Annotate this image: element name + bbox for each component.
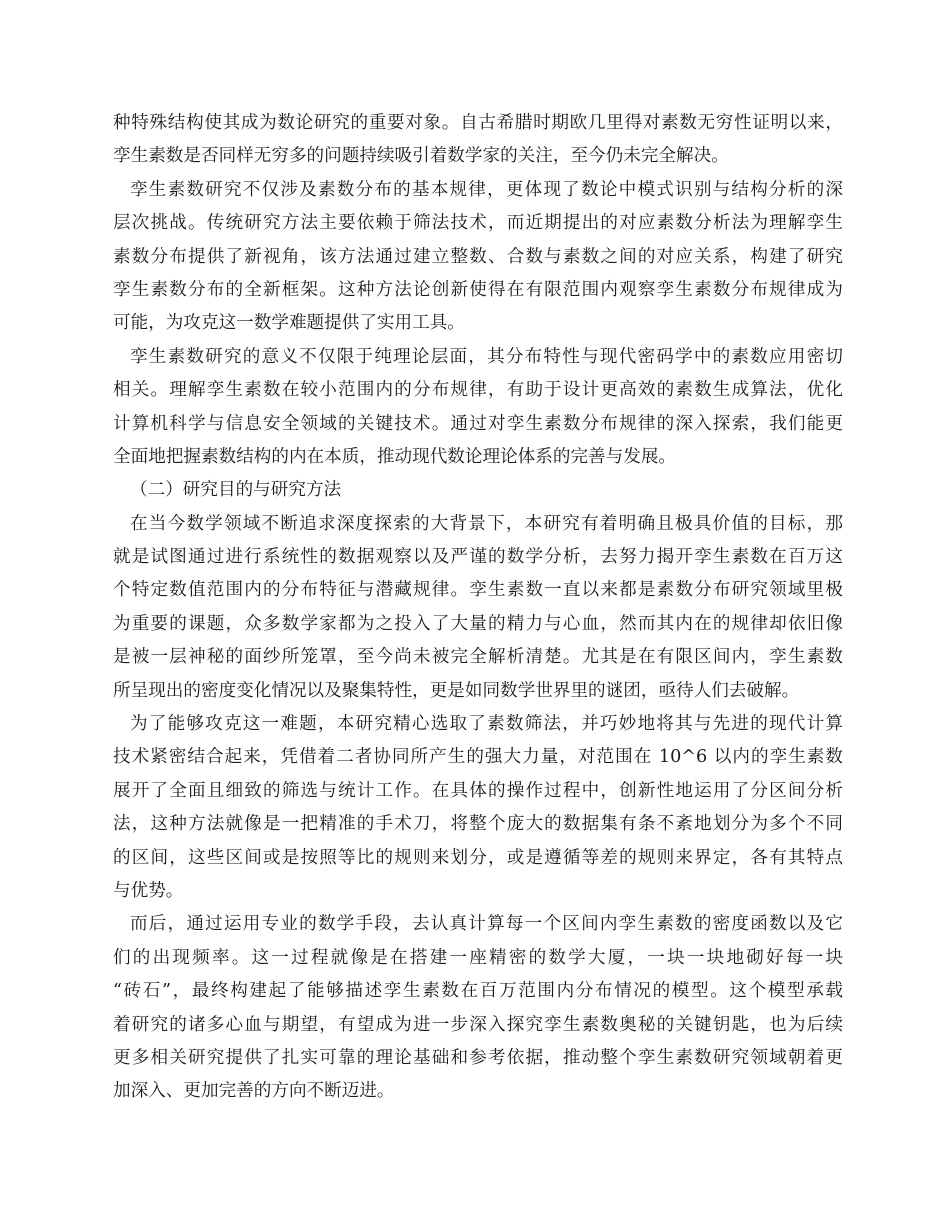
text-line: 计算机科学与信息安全领域的关键技术。通过对孪生素数分布规律的深入探索，我们能更: [113, 413, 843, 434]
text-line: 为重要的课题，众多数学家都为之投入了大量的精力与心血，然而其内在的规律却依旧像: [113, 613, 843, 634]
text-line: 可能，为攻克这一数学难题提供了实用工具。: [113, 313, 465, 334]
paragraph: [113, 708, 843, 908]
paragraph: [113, 908, 843, 1108]
text-line: 全面地把握素数结构的内在本质，推动现代数论理论体系的完善与发展。: [113, 446, 677, 467]
document-body: [113, 107, 843, 1109]
text-line: 层次挑战。传统研究方法主要依赖于筛法技术，而近期提出的对应素数分析法为理解孪生: [113, 213, 843, 234]
text-line: 在当今数学领域不断追求深度探索的大背景下，本研究有着明确且极具价值的目标，那: [130, 513, 843, 534]
text-line: 着研究的诸多心血与期望，有望成为进一步深入探究孪生素数奥秘的关键钥匙，也为后续: [113, 1014, 843, 1035]
text-line: 种特殊结构使其成为数论研究的重要对象。自古希腊时期欧几里得对素数无穷性证明以来，: [113, 113, 843, 133]
text-line: 而后，通过运用专业的数学手段，去认真计算每一个区间内孪生素数的密度函数以及它: [130, 914, 843, 935]
text-line: 与优势。: [113, 880, 184, 901]
text-line: 加深入、更加完善的方向不断迈进。: [113, 1081, 395, 1102]
text-line: 为了能够攻克这一难题，本研究精心选取了素数筛法，并巧妙地将其与先进的现代计算: [130, 714, 843, 735]
text-line: 所呈现出的密度变化情况以及聚集特性，更是如同数学世界里的谜团，亟待人们去破解。: [113, 680, 800, 701]
text-line: 孪生素数研究的意义不仅限于纯理论层面，其分布特性与现代密码学中的素数应用密切: [130, 346, 843, 367]
text-line: 就是试图通过进行系统性的数据观察以及严谨的数学分析，去努力揭开孪生素数在百万这: [113, 547, 843, 568]
text-line: 法，这种方法就像是一把精准的手术刀，将整个庞大的数据集有条不紊地划分为多个不同: [113, 814, 843, 835]
text-line: 孪生素数是否同样无穷多的问题持续吸引着数学家的关注，至今仍未完全解决。: [113, 146, 729, 167]
text-line: 个特定数值范围内的分布特征与潜藏规律。孪生素数一直以来都是素数分布研究领域里极: [113, 580, 843, 601]
text-line: 孪生素数分布的全新框架。这种方法论创新使得在有限范围内观察孪生素数分布规律成为: [113, 279, 843, 300]
text-line: 素数分布提供了新视角，该方法通过建立整数、合数与素数之间的对应关系，构建了研究: [113, 246, 843, 267]
text-line: 技术紧密结合起来，凭借着二者协同所产生的强大力量，对范围在 10^6 以内的孪生素数: [113, 747, 843, 768]
section-heading: [113, 474, 843, 507]
paragraph: [113, 107, 843, 174]
paragraph: [113, 341, 843, 475]
text-line: 孪生素数研究不仅涉及素数分布的基本规律，更体现了数论中模式识别与结构分析的深: [130, 179, 843, 200]
text-line: 更多相关研究提供了扎实可靠的理论基础和参考依据，推动整个孪生素数研究领域朝着更: [113, 1047, 843, 1068]
text-line: 是被一层神秘的面纱所笼罩，至今尚未被完全解析清楚。尤其是在有限区间内，孪生素数: [113, 647, 843, 668]
paragraph: [113, 508, 843, 708]
text-line: “砖石”，最终构建起了能够描述孪生素数在百万范围内分布情况的模型。这个模型承载: [113, 981, 843, 1002]
text-line: 相关。理解孪生素数在较小范围内的分布规律，有助于设计更高效的素数生成算法，优化: [113, 380, 843, 401]
text-line: 的区间，这些区间或是按照等比的规则来划分，或是遵循等差的规则来界定，各有其特点: [113, 847, 843, 868]
heading-text: （二）研究目的与研究方法: [130, 480, 342, 501]
text-line: 们的出现频率。这一过程就像是在搭建一座精密的数学大厦，一块一块地砌好每一块: [113, 947, 843, 968]
text-line: 展开了全面且细致的筛选与统计工作。在具体的操作过程中，创新性地运用了分区间分析: [113, 780, 843, 801]
paragraph: [113, 174, 843, 341]
